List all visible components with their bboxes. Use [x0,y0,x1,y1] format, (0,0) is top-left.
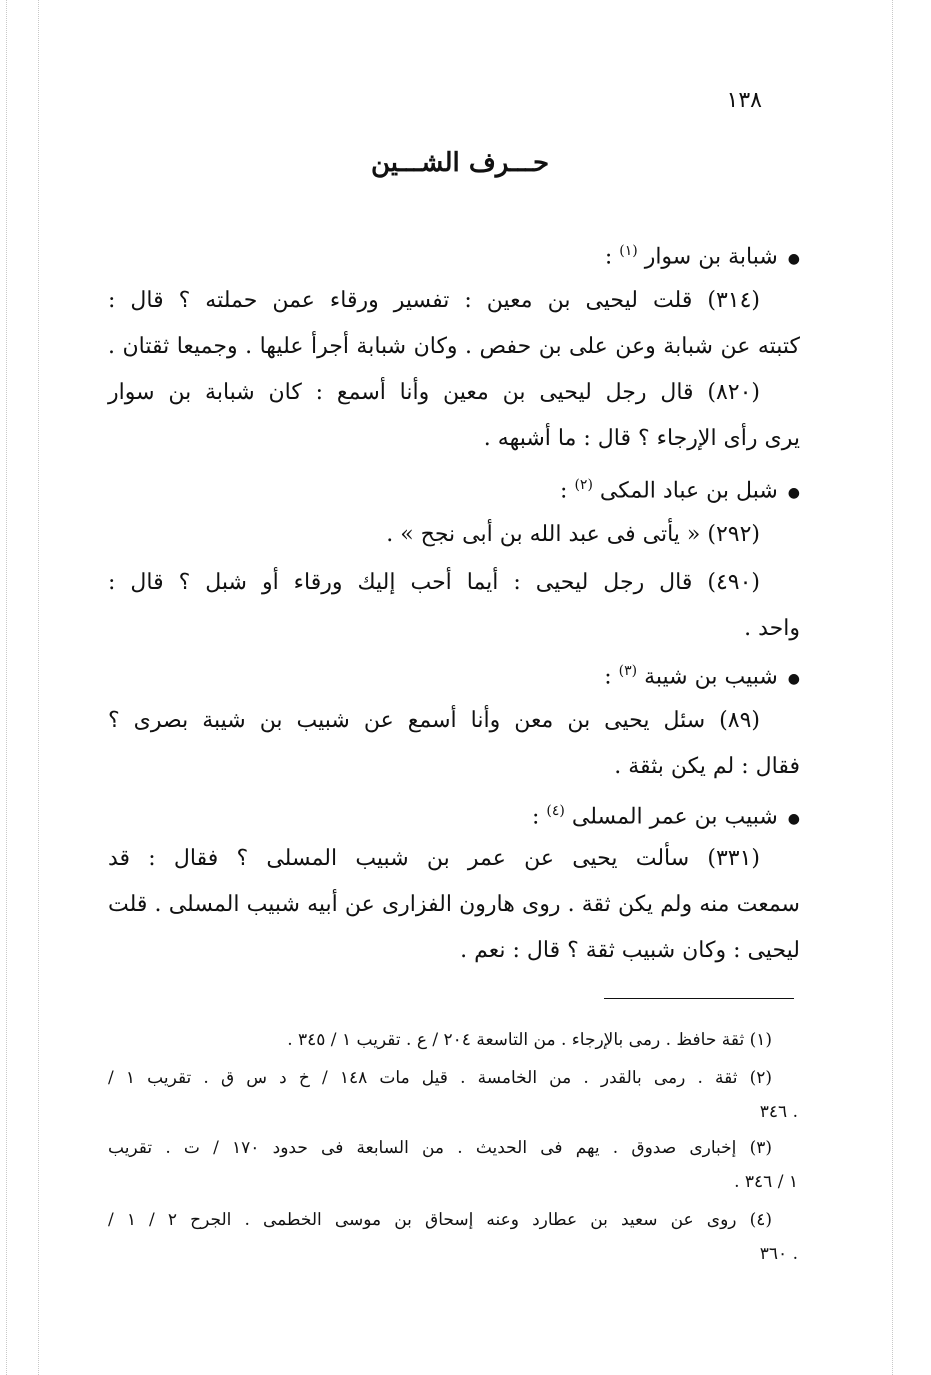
text-line: ليحيى : وكان شبيب ثقة ؟ قال : نعم . [460,938,800,963]
text-line: (٢٩٢) « يأتى فى عبد الله بن أبى نجح » . [386,522,760,547]
heading-colon: : [560,478,575,504]
heading-shababa [108,236,800,274]
heading-text: شبل بن عباد المكى [592,478,778,504]
scan-edge-right [892,0,893,1375]
footnote-ref: (٢) [574,477,593,493]
footnote-3: (٣) إخبارى صدوق . يهم فى الحديث . من السابعة فى حدود ١٧٠ / ت . تقريب [108,1138,772,1158]
bullet-icon: ● [787,485,800,502]
chapter-title: حـــرف الشـــين [370,148,550,178]
scan-edge-left-inner [38,0,39,1375]
heading-colon: : [604,664,619,690]
footnote-4: (٤) روى عن سعيد بن عطارد وعنه إسحاق بن موسى الخطمى . الجرح ٢ / ١ / [108,1210,772,1230]
text-line: واحد . [744,616,800,641]
text-line: سمعت منه ولم يكن ثقة . روى هارون الفزارى عن أبيه شبيب المسلى . قلت [108,892,800,917]
footnote-ref: (٤) [546,803,565,819]
heading-colon: : [531,804,547,830]
text-line: (٣٣١) سألت يحيى عن عمر بن شبيب المسلى ؟ فقال : قد [108,846,760,871]
footnote-divider [604,998,794,999]
bullet-icon: ● [787,251,800,268]
text-line: (٨٩) سئل يحيى بن معن وأنا أسمع عن شبيب بن شيبة بصرى ؟ [108,708,760,733]
text-line: يرى رأى الإرجاء ؟ قال : ما أشبهه . [483,426,800,451]
heading-shibl [108,470,800,508]
heading-text: شبيب بن عمر المسلى [564,804,778,830]
text-line: (٣١٤) قلت ليحيى بن معين : تفسير ورقاء عمن حملته ؟ قال : [108,288,760,313]
heading-shabib [108,656,800,694]
text-line: كتبته عن شبابة وعن على بن حفص . وكان شبابة أجرأ عليها . وجميعا ثقتان . [108,334,800,359]
scan-edge-left [6,0,7,1375]
footnote-ref: (٣) [618,663,638,679]
bullet-icon: ● [787,671,800,688]
footnote-1: (١) ثقة حافظ . رمى بالإرجاء . من التاسعة ٢٠٤ / ع . تقريب ١ / ٣٤٥ . [287,1030,772,1050]
footnote-ref: (١) [619,243,638,259]
heading-text: شبابة بن سوار [637,244,778,270]
page-number: ١٣٨ [726,88,762,113]
footnote-3-cont: ١ / ٣٤٦ . [734,1172,798,1192]
text-line: (٤٩٠) قال رجل ليحيى : أيما أحب إليك ورقاء أو شبل ؟ قال : [108,570,760,595]
text-line: فقال : لم يكن بثقة . [614,754,800,779]
heading-shabib-muslim [108,796,800,834]
text-line: (٨٢٠) قال رجل ليحيى بن معين وأنا أسمع : كان شبابة بن سوار [108,380,760,405]
heading-colon: : [604,244,620,270]
heading-text: شبيب بن شيبة [637,664,778,690]
footnote-2-cont: . ٣٤٦ [759,1102,798,1122]
bullet-icon: ● [787,811,800,828]
footnote-4-cont: . ٣٦٠ [759,1244,798,1264]
footnote-2: (٢) ثقة . رمى بالقدر . من الخامسة . قيل مات ١٤٨ / خ د س ق . تقريب ١ / [108,1068,773,1088]
